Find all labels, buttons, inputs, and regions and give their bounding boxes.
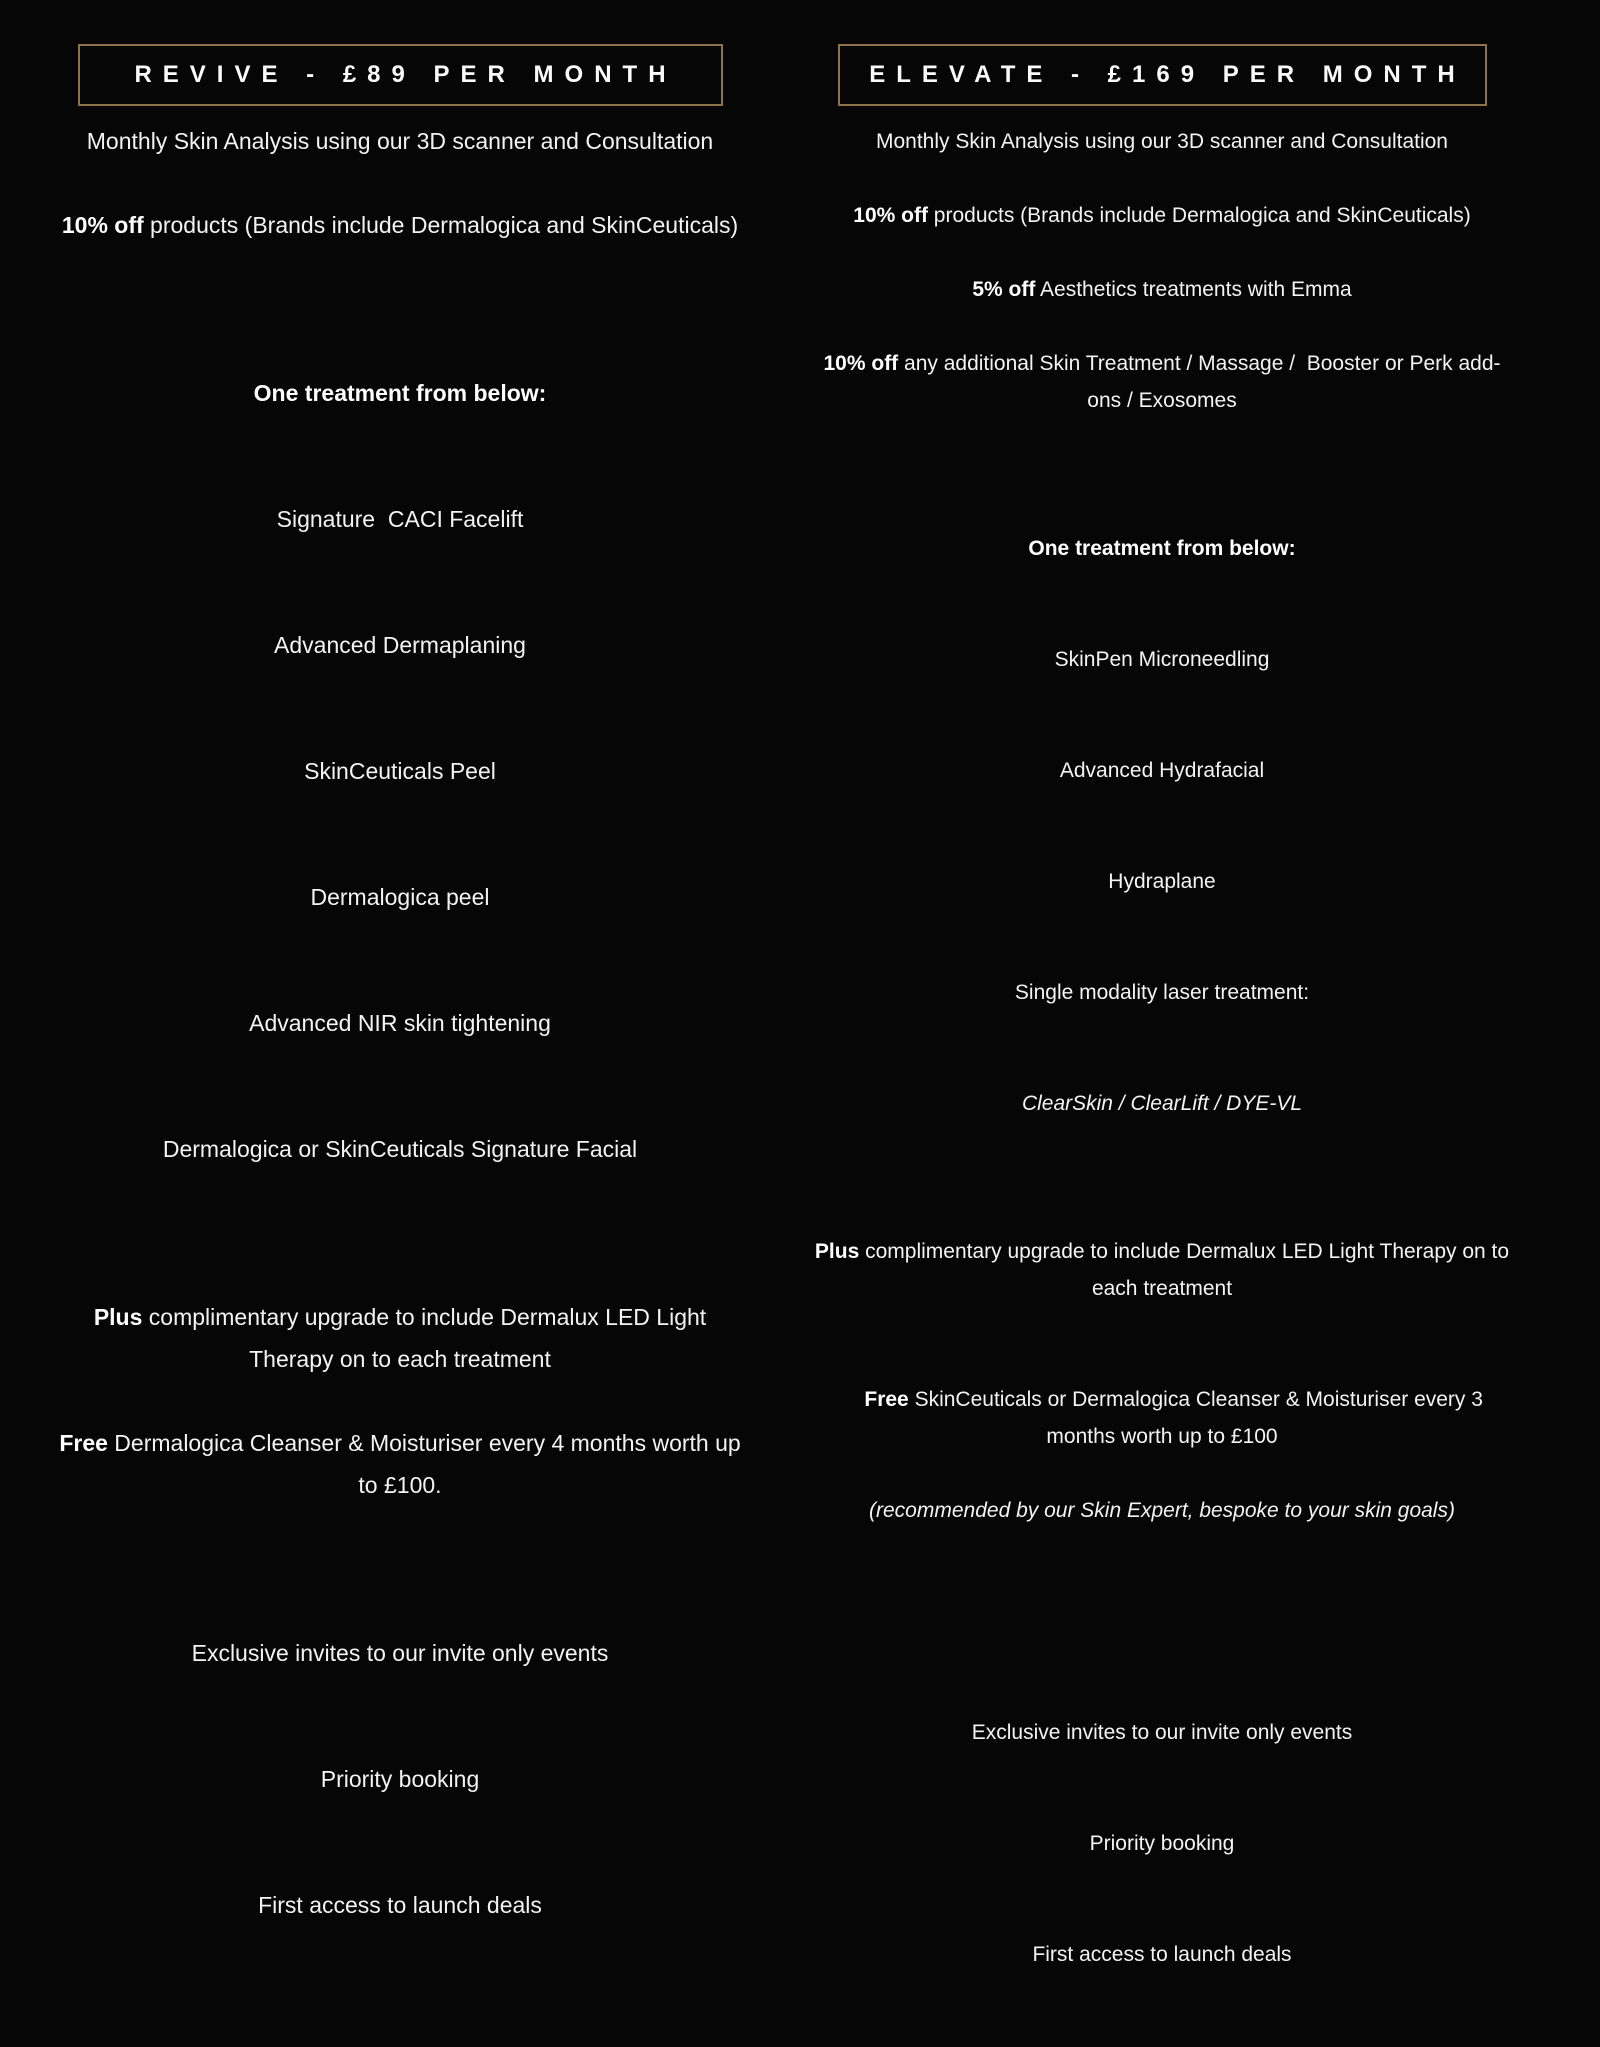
elevate-benefit-led-upgrade	[812, 1233, 1515, 1307]
benefit-keyword: Plus	[814, 1240, 860, 1263]
elevate-benefit-products-discount	[812, 197, 1512, 234]
revive-benefit-free-products	[50, 1422, 750, 1506]
elevate-perks-list	[812, 1640, 1512, 2047]
perk-item: Exclusive invites to our invite only events	[191, 1640, 609, 1666]
discount-amount: 10% off	[853, 204, 928, 227]
elevate-treatments-list	[812, 456, 1512, 1196]
discount-text: products (Brands include Dermalogica and SkinCeuticals)	[143, 212, 739, 238]
free-products-note: (recommended by our Skin Expert, bespoke to your skin goals)	[869, 1499, 1455, 1522]
revive-plan-title: REVIVE - £89 PER MONTH	[134, 61, 677, 88]
benefit-text: SkinCeuticals or Dermalogica Cleanser & Moisturiser every 3 months worth up to £100	[908, 1388, 1489, 1448]
perk-item: Exclusive invites to our invite only events	[971, 1721, 1353, 1744]
revive-title-box	[78, 44, 723, 106]
discount-text: any additional Skin Treatment / Massage / Booster or Perk add-ons / Exosomes	[898, 352, 1501, 412]
treatment-item: SkinPen Microneedling	[1054, 648, 1270, 671]
treatment-item: Advanced Dermaplaning	[274, 632, 526, 658]
treatment-item: Dermalogica peel	[310, 884, 490, 910]
treatment-item: Advanced Hydrafacial	[1059, 759, 1265, 782]
elevate-benefit-addons-discount	[812, 345, 1512, 419]
elevate-title-box	[838, 44, 1487, 106]
treatment-item-laser-options: ClearSkin / ClearLift / DYE-VL	[1021, 1092, 1303, 1115]
revive-benefit-products-discount	[50, 204, 750, 246]
revive-treatments-list	[50, 288, 750, 1254]
treatment-item: Signature CACI Facelift	[276, 506, 524, 532]
revive-perks-list	[50, 1548, 750, 2010]
discount-text: products (Brands include Dermalogica and SkinCeuticals)	[927, 204, 1471, 227]
treatments-heading: One treatment from below:	[1028, 537, 1296, 560]
treatment-item: Single modality laser treatment:	[1014, 981, 1310, 1004]
treatments-heading: One treatment from below:	[253, 380, 547, 406]
elevate-benefit-skin-analysis: Monthly Skin Analysis using our 3D scanner and Consultation	[876, 130, 1448, 153]
benefit-keyword: Plus	[93, 1304, 143, 1330]
treatment-item: SkinCeuticals Peel	[304, 758, 496, 784]
perk-item: First access to launch deals	[1032, 1943, 1292, 1966]
discount-amount: 10% off	[823, 352, 899, 375]
benefit-keyword: Free	[59, 1430, 108, 1456]
discount-amount: 5% off	[972, 278, 1036, 301]
elevate-plan-title: ELEVATE - £169 PER MONTH	[869, 61, 1466, 88]
benefit-text: Dermalogica Cleanser & Moisturiser every 4 months worth up to £100.	[107, 1430, 748, 1498]
benefit-text: complimentary upgrade to include Dermalux LED Light Therapy on to each treatment	[142, 1304, 713, 1372]
benefit-text: complimentary upgrade to include Dermalux LED Light Therapy on to each treatment	[859, 1240, 1515, 1300]
treatment-item: Advanced NIR skin tightening	[249, 1010, 551, 1036]
perk-item: First access to launch deals	[258, 1892, 542, 1918]
perk-item: Priority booking	[1089, 1832, 1235, 1855]
treatment-item: Dermalogica or SkinCeuticals Signature Facial	[162, 1136, 638, 1162]
perk-item: Priority booking	[320, 1766, 480, 1792]
revive-benefit-skin-analysis: Monthly Skin Analysis using our 3D scanner and Consultation	[86, 128, 714, 154]
elevate-benefit-aesthetics-discount	[812, 271, 1512, 308]
discount-text: Aesthetics treatments with Emma	[1035, 278, 1352, 301]
plan-card-elevate	[812, 44, 1515, 2047]
treatment-item: Hydraplane	[1108, 870, 1216, 893]
elevate-benefit-free-products	[812, 1344, 1512, 1603]
discount-amount: 10% off	[61, 212, 144, 238]
free-products-text	[864, 1388, 1488, 1448]
revive-benefit-led-upgrade	[50, 1296, 750, 1380]
benefit-keyword: Free	[864, 1388, 909, 1411]
plan-card-revive	[50, 44, 750, 2010]
